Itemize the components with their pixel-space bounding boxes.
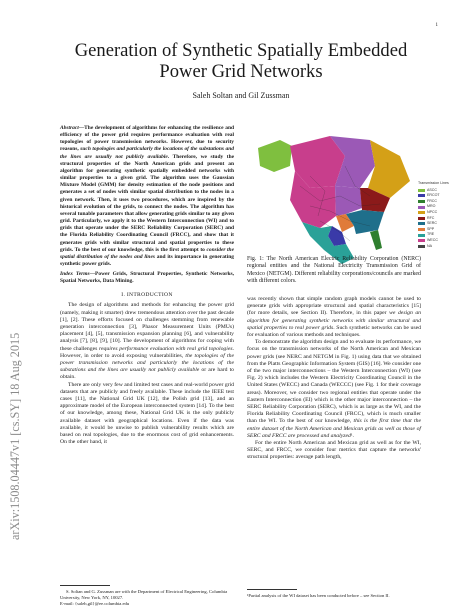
abstract-text-3: and its importance in generating synthetic power grids. <box>60 253 234 267</box>
right-column <box>247 296 421 462</box>
nerc-region-map <box>250 126 420 266</box>
right-p0-text: was recently shown that simple random graph models cannot be used to generate grids with appropriate structural and spatial characteristics [15] (for more details, see Section II). Therefore, in this paper <box>247 296 421 317</box>
legend-label: SERC <box>427 221 437 226</box>
right-paragraph-0 <box>247 296 421 339</box>
legend-item <box>418 244 458 250</box>
legend-label: WECC <box>427 237 438 242</box>
title-line-2: Power Grid Networks <box>159 61 323 82</box>
right-paragraph-2: For the entire North American and Mexican grid as well as for the WI, SERC, and FRCC, we consider four metrics that capture the networks' structural properties: average path length, <box>247 440 421 461</box>
legend-swatch <box>418 222 425 225</box>
index-terms-label: Index Terms <box>60 271 90 278</box>
page-number: 1 <box>435 23 438 28</box>
legend-label: SPP <box>427 226 435 231</box>
legend-label: RFC <box>427 215 435 220</box>
abstract-text-2: . Therefore, we study the structural properties of the North American grids and present an algorithm for generating synthetic spatially embedded networks with similar properties to a given grid. The algorithm uses the Gaussian Mixture Model (GMM) for density estimation of the node positions and generates a set of nodes with similar spatial distribution to the nodes in a given network. Then, it uses two procedures, which are inspired by the historical evolution of the grids, to connect the nodes. The algorithm has several tunable parameters that allow generating grids similar to any given grid. Particularly, we apply it to the Western Interconnection (WI) and to grids that operate under the SERC Reliability Corporation (SERC) and the Florida Reliability Coordinating Council (FRCC), and show that it generates grids with similar structural and spatial properties to these grids. To the best of our knowledge, this is the first attempt to <box>60 153 235 253</box>
authors: Saleh Soltan and Gil Zussman <box>192 91 290 100</box>
legend-swatch <box>418 194 425 197</box>
section-heading-introduction: I. INTRODUCTION <box>121 292 173 299</box>
canada-npcc-region <box>368 140 410 198</box>
legend-label: TRE <box>427 232 435 237</box>
paper-title <box>60 40 422 82</box>
abstract-emphasis-1: such topologies and particularly the locations of the substations and the lines are usually not publicly available <box>60 146 234 160</box>
figure-1-caption: Fig. 1: The North American Electric Reliability Corporation (NERC) regional entities and the National Electricity Transmission Grid of Mexico (NETGM). Different reliability corporations/councils are marked with different colors. <box>247 256 421 284</box>
index-terms <box>60 271 234 285</box>
legend-swatch <box>418 239 425 242</box>
legend-swatch <box>418 217 425 220</box>
legend-swatch <box>418 200 425 203</box>
abstract <box>60 125 234 268</box>
right-p1-text: To demonstrate the algorithm design and to evaluate its performance, we focus on the transmission networks of the North American and Mexican power grids (see NERC and NETGM in Fig. 1) using data that we obtained from the Platts Geographic Information System (GIS) [16]. We consider one of the two major interconnections – the Western Interconnection (WI) (see Fig. 2) which includes the Western Electricity Coordinating Council in the United States (WECC) and Canada (WECCC) (see Fig. 1 for their coverage areas). Moreover, we consider two regional entities that operate under the Eastern Interconnection (EI) which is the other major interconnection – the SERC Reliability Corporation (SERC), which is as large as the WI, and the Florida Reliability Coordinating Council (FRCC), which is much smaller than the WI. To the best of our knowledge, <box>247 339 421 425</box>
legend-label: FRCC <box>427 198 437 203</box>
abstract-emphasis-2: consider the spatial distribution of the nodes and lines <box>60 246 234 260</box>
right-p1-text-b: ¹. <box>350 432 354 439</box>
alaska-region <box>258 140 292 172</box>
right-p1-emphasis: this is the first time that the entire dataset of the North American and Mexican grids as well as those of SERC and FRCC are processed and analyzed <box>247 418 421 439</box>
intro-paragraph-1 <box>60 302 234 381</box>
legend-swatch <box>418 245 425 248</box>
intro-paragraph-2: There are only very few and limited test cases and real-world power grid datasets that are publicly and freely available. These include the IEEE test cases [11], the National Grid UK [12], the Polish grid [13], and an approximate model of the European interconnected system [14]. To the best of our knowledge, among these, National Grid UK is the only publicly available dataset with geographical locations. Even if the data was available, it would be unwise to publish vulnerability results which are based on real topologies, due to the enormous cost of grid enhancements. On the other hand, it <box>60 381 234 446</box>
abstract-text-1: —The development of algorithms for enhancing the resilience and efficiency of the power grid requires performance evaluation with real topologies of power transmission networks. However, due to security reasons, <box>60 125 234 153</box>
right-p0-text-b: . Such synthetic networks can be used for evaluation of various methods and techniques. <box>247 324 421 339</box>
right-p0-emphasis: we design an algorithm for generating synthetic networks with similar structural and spatial properties to real power grids <box>247 310 422 331</box>
serc-region <box>346 210 384 234</box>
title-line-1: Generation of Synthetic Spatially Embedded <box>74 40 408 61</box>
footnote-rule <box>60 585 110 586</box>
intro-p1-emphasis: requires performance evaluation with real grid topologies <box>99 345 233 352</box>
left-column <box>60 125 234 447</box>
footnote-1: ¹Partial analysis of the WI dataset has been conducted before – see Section II. <box>247 593 390 598</box>
intro-p1-text-b: . However, in order to avoid exposing vulnerabilities, <box>60 345 234 359</box>
legend-swatch <box>418 211 425 214</box>
frcc-region <box>370 230 382 250</box>
right-paragraph-1 <box>247 339 421 440</box>
legend-swatch <box>418 228 425 231</box>
legend-label: ASCC <box>427 187 437 192</box>
map-legend <box>418 181 458 249</box>
author-footnote <box>60 589 234 606</box>
legend-swatch <box>418 234 425 237</box>
legend-swatch <box>418 206 425 209</box>
legend-title: Transmission Lines <box>418 181 449 185</box>
legend-swatch <box>418 189 425 192</box>
legend-label: MRO <box>427 204 436 209</box>
arxiv-id-text: arXiv:1508.04447v1 [cs.SY] 18 Aug 2015 <box>8 332 22 540</box>
legend-label: NA <box>427 243 432 248</box>
index-terms-text: —Power Grids, Structural Properties, Synthetic Networks, Spatial Networks, Data Mining. <box>60 271 235 285</box>
intro-p1-text-c: or are hard to obtain. <box>60 367 234 381</box>
abstract-label: Abstract <box>60 125 79 131</box>
footnote-line-1: S. Soltan and G. Zussman are with the Department of Electrical Engineering, Columbia University, New York, NY, 10027. <box>60 589 228 600</box>
intro-p1-text: The design of algorithms and methods for enhancing the power grid (namely, making it smarter) drew tremendous attention over the past decade [1], [2]. These efforts focused on challenges stemming from renewable generation interconnection [3], Phasor Measurement Units (PMUs) placement [4], [5], transmission expansion planning [6], and vulnerability analysis [7], [8], [9], [10]. The development of algorithms for coping with these challenges <box>60 302 234 352</box>
legend-label: NPCC <box>427 209 438 214</box>
footnote2-rule <box>247 589 297 590</box>
legend-label: ERCOT <box>427 193 440 198</box>
arxiv-identifier <box>6 150 24 545</box>
footnote-line-2: E-mail: {saleh,gil}@ee.columbia.edu <box>60 600 130 606</box>
intro-p1-emphasis-2: the topologies of the power transmission networks and particularly the locations of the substations and the lines are usually not publicly available <box>60 352 234 374</box>
